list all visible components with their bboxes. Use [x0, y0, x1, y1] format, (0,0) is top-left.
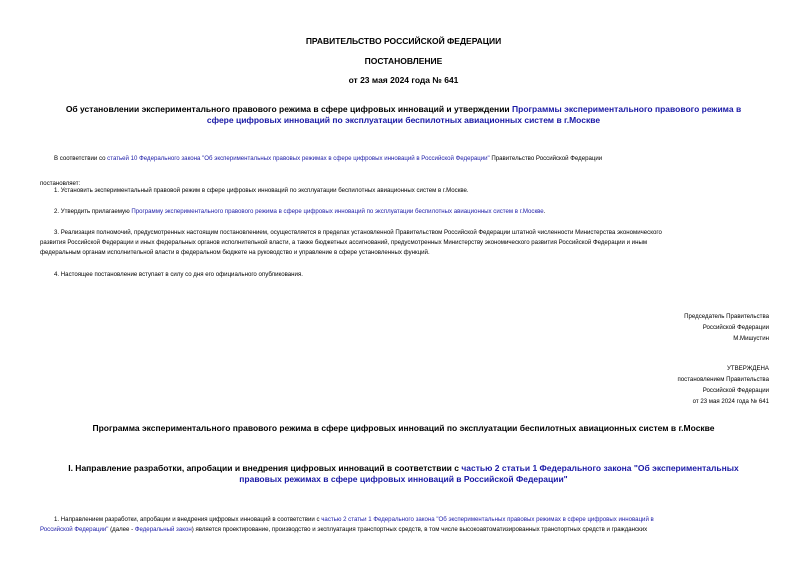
- program-link[interactable]: Программы экспериментального правового режима в: [512, 104, 742, 114]
- p1-text: 1. Направлением разработки, апробации и внедрения цифровых инноваций в соответствии с: [54, 516, 322, 523]
- preamble: [54, 154, 602, 165]
- item-2: [54, 207, 545, 218]
- section-1-p1-line-1: [54, 515, 654, 526]
- document-date: от 23 мая 2024 года № 641: [348, 75, 459, 85]
- p1-end: ) является проектирование, производство и эксплуатация транспортных средств, в том числе высокоавтоматизированных транспортных средств и гражданских: [191, 526, 648, 533]
- item-2-end: .: [543, 208, 546, 215]
- item-3-line-1: 3. Реализация полномочий, предусмотренных настоящим постановлением, осуществляется в пределах установленной Правительством Российской Федерации штатной численности Министерства экономического: [54, 229, 662, 236]
- law-article-link[interactable]: статьей 10 Федерального закона "Об экспериментальных правовых режимах в сфере цифровых инноваций в Российской Федерации": [107, 155, 490, 162]
- item-4: 4. Настоящее постановление вступает в силу со дня его официального опубликования.: [54, 271, 303, 278]
- program-title: Программа экспериментального правового режима в сфере цифровых инноваций по эксплуатации беспилотных авиационных систем в г.Москве: [92, 423, 715, 433]
- item-2-text: 2. Утвердить прилагаемую: [54, 208, 132, 215]
- law-link-1[interactable]: частью 2 статьи 1 Федерального закона "Об экспериментальных правовых режимах в сфере цифровых инноваций в: [321, 516, 654, 523]
- section-1-heading: [0, 463, 807, 485]
- law-link-2[interactable]: Российской Федерации": [40, 526, 109, 533]
- program-link-cont[interactable]: сфере цифровых инноваций по эксплуатации беспилотных авиационных систем в г.Москве: [206, 115, 601, 125]
- signature-block: [684, 311, 769, 344]
- approval-label: УТВЕРЖДЕНА: [726, 365, 769, 372]
- law-part-link-cont[interactable]: правовых режимах в сфере цифровых инноваций в Российской Федерации": [239, 474, 568, 484]
- item-1: 1. Установить экспериментальный правовой режим в сфере цифровых инноваций по эксплуатации беспилотных авиационных систем в г.Москве.: [54, 187, 469, 194]
- approval-date: от 23 мая 2024 года № 641: [692, 398, 769, 405]
- section-1-p1-line-2: [40, 525, 647, 536]
- federal-law-link[interactable]: Федеральный закон: [134, 526, 192, 533]
- resolves-label: постановляет:: [40, 180, 81, 187]
- document-type: ПОСТАНОВЛЕНИЕ: [364, 56, 443, 66]
- signature-position: Председатель Правительства: [684, 313, 769, 320]
- approval-by: постановлением Правительства: [677, 376, 769, 383]
- law-part-link[interactable]: частью 2 статьи 1 Федерального закона "Об экспериментальных: [461, 463, 739, 473]
- preamble-text: В соответствии со: [54, 155, 108, 162]
- preamble-text-end: Правительство Российской Федерации: [489, 155, 603, 162]
- approval-block: [677, 363, 769, 407]
- approval-org: Российской Федерации: [702, 387, 769, 394]
- program-approve-link[interactable]: Программу экспериментального правового режима в сфере цифровых инноваций по эксплуатации беспилотных авиационных систем в г.Москве: [131, 208, 544, 215]
- p1-mid: (далее -: [108, 526, 135, 533]
- title-text: Об установлении экспериментального правового режима в сфере цифровых инноваций и утверждении: [65, 104, 513, 114]
- section-1-text: I. Направление разработки, апробации и внедрения цифровых инноваций в соответствии с: [68, 463, 462, 473]
- document-title: [0, 104, 807, 126]
- item-3-line-2: развития Российской Федерации и иных федеральных органов исполнительной власти, а также бюджетных ассигнований, предусмотренных Министерству экономического развития Российской Федерации и иным: [40, 239, 648, 246]
- item-3-line-3: федеральным органам исполнительной власти в федеральном бюджете на руководство и управление в сфере установленных функций.: [40, 249, 430, 256]
- signature-name: М.Мишустин: [733, 335, 769, 342]
- government-heading: ПРАВИТЕЛЬСТВО РОССИЙСКОЙ ФЕДЕРАЦИИ: [305, 36, 502, 46]
- signature-org: Российской Федерации: [702, 324, 769, 331]
